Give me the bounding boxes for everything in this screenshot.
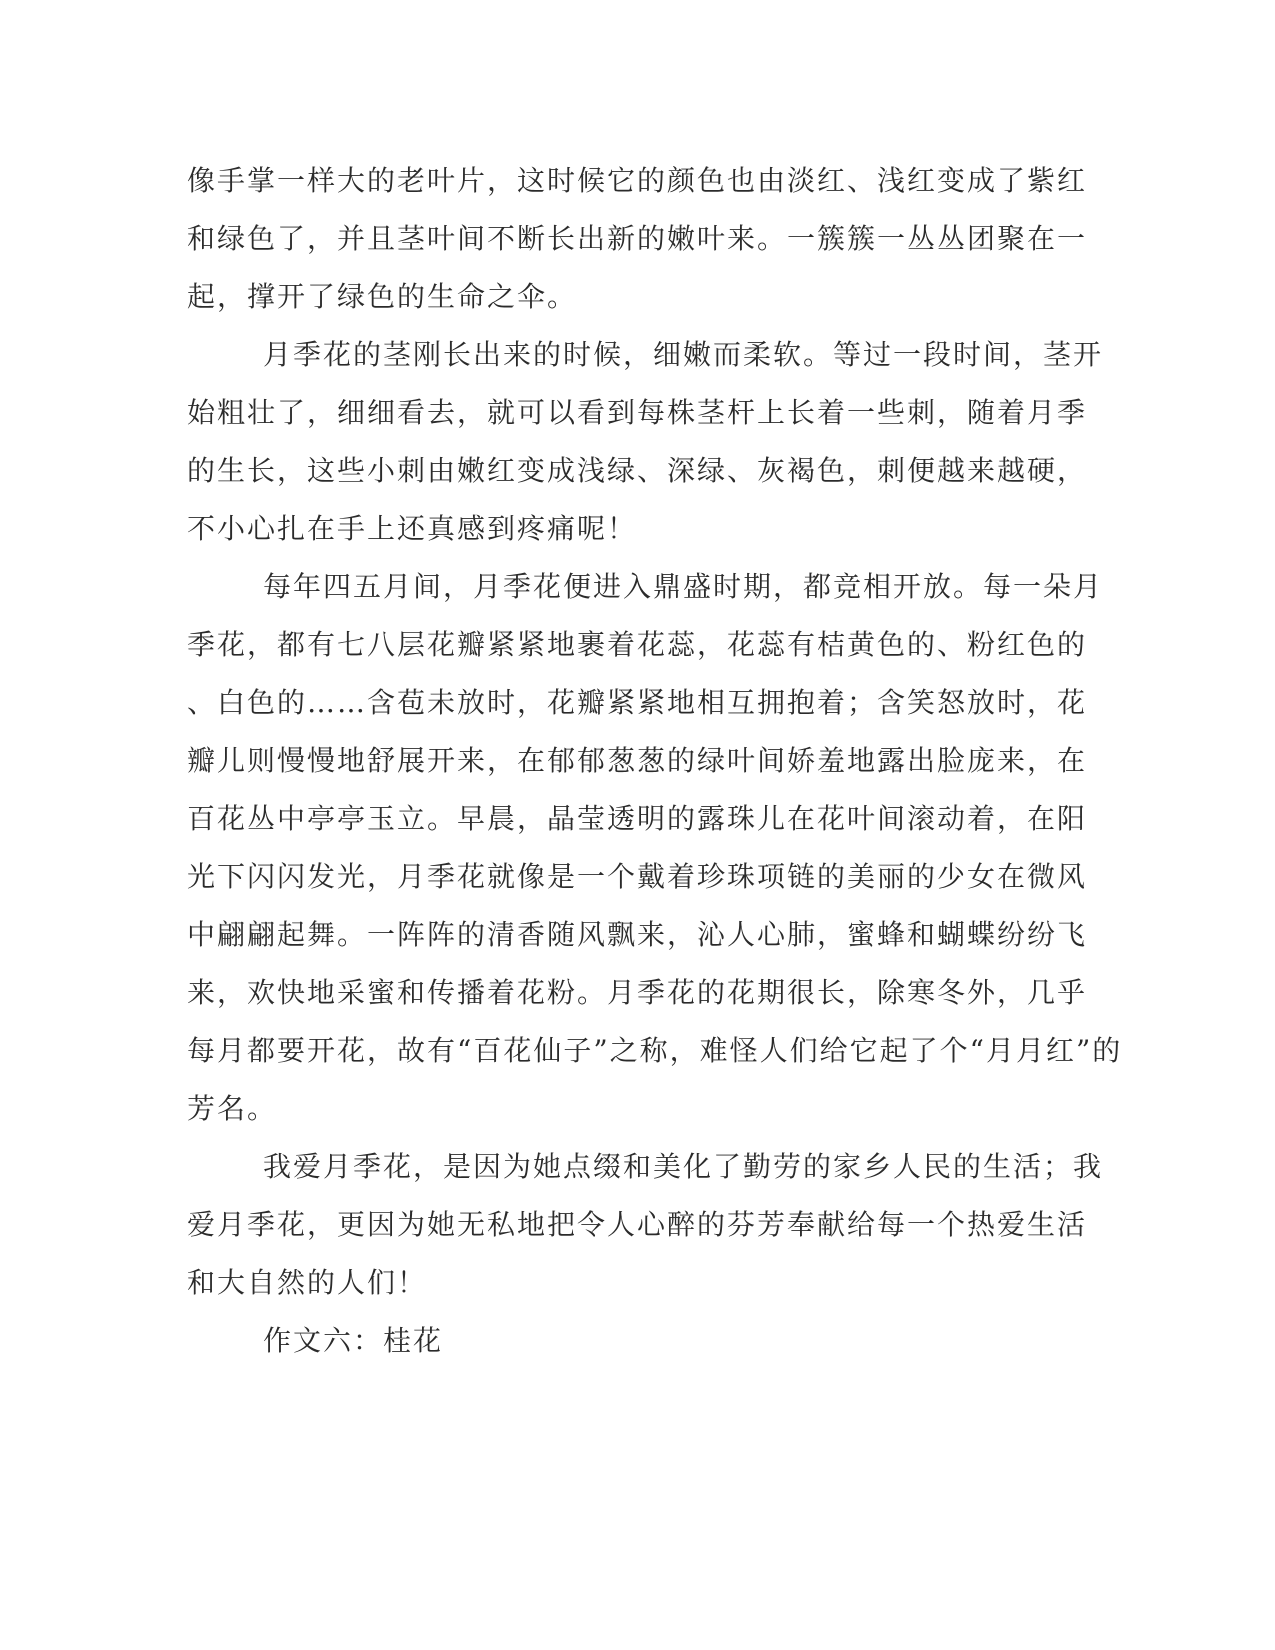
text-line: 、白色的……含苞未放时，花瓣紧紧地相互拥抱着；含笑怒放时，花 [187,686,1088,719]
document-body [187,152,1123,1370]
text-line: 中翩翩起舞。一阵阵的清香随风飘来，沁人心肺，蜜蜂和蝴蝶纷纷飞 [187,918,1088,951]
text-line: 光下闪闪发光，月季花就像是一个戴着珍珠项链的美丽的少女在微风 [187,860,1088,893]
text-line: 来，欢快地采蜜和传播着花粉。月季花的花期很长，除寒冬外，几乎 [187,976,1088,1009]
section-heading: 作文六：桂花 [263,1324,444,1357]
text-line: 起，撑开了绿色的生命之伞。 [187,280,578,313]
text-line: 和大自然的人们！ [187,1266,428,1299]
text-line: 不小心扎在手上还真感到疼痛呢！ [187,512,638,545]
paragraph-first-line: 每年四五月间，月季花便进入鼎盛时期，都竞相开放。每一朵月 [263,570,1104,603]
text-line: 百花丛中亭亭玉立。早晨，晶莹透明的露珠儿在花叶间滚动着，在阳 [187,802,1088,835]
text-line: 像手掌一样大的老叶片，这时候它的颜色也由淡红、浅红变成了紫红 [187,164,1088,197]
text-line: 季花，都有七八层花瓣紧紧地裹着花蕊，花蕊有桔黄色的、粉红色的 [187,628,1088,661]
text-line: 的生长，这些小刺由嫩红变成浅绿、深绿、灰褐色，刺便越来越硬， [187,454,1088,487]
text-line: 和绿色了，并且茎叶间不断长出新的嫩叶来。一簇簇一丛丛团聚在一 [187,222,1088,255]
paragraph-first-line: 月季花的茎刚长出来的时候，细嫩而柔软。等过一段时间，茎开 [263,338,1104,371]
paragraph-first-line: 我爱月季花，是因为她点缀和美化了勤劳的家乡人民的生活；我 [263,1150,1104,1183]
text-line: 瓣儿则慢慢地舒展开来，在郁郁葱葱的绿叶间娇羞地露出脸庞来，在 [187,744,1088,777]
text-line: 始粗壮了，细细看去，就可以看到每株茎杆上长着一些刺，随着月季 [187,396,1088,429]
text-line: 每月都要开花，故有“百花仙子”之称，难怪人们给它起了个“月月红”的 [187,1034,1123,1067]
text-line: 爱月季花，更因为她无私地把令人心醉的芬芳奉献给每一个热爱生活 [187,1208,1088,1241]
text-line: 芳名。 [187,1092,278,1125]
